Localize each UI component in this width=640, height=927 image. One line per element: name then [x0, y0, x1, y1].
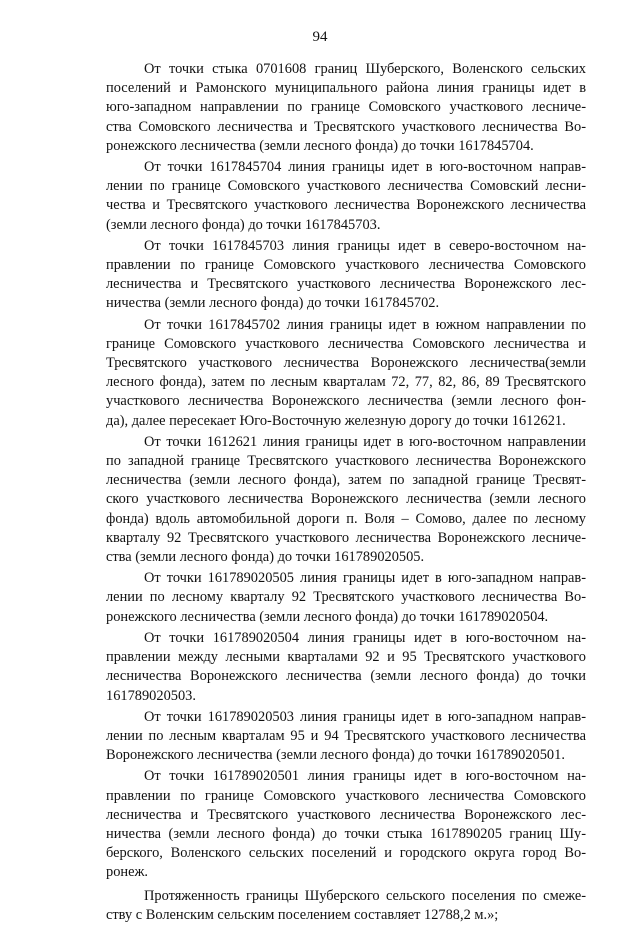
text-line: берского, Воленского сельских поселений и городского округа город Во-	[106, 845, 586, 862]
text-line: лении по лесным кварталам 95 и 94 Тресвятского участкового лесничества	[106, 727, 586, 744]
text-line: правлении по границе Сомовского участкового лесничества Сомовского	[106, 257, 586, 274]
text-line: по западной границе Тресвятского участкового лесничества Воронежского	[106, 453, 586, 470]
text-line: От точки 1612621 линия границы идет в юго-восточном направлении	[144, 433, 586, 450]
text-line: (земли лесного фонда) до точки 1617845703.	[106, 216, 381, 233]
text-line: Воронежского лесничества (земли лесного фонда) до точки 161789020501.	[106, 747, 565, 764]
text-line: поселений и Рамонского муниципального района линия границы идет в	[106, 80, 586, 97]
text-line: лесничества (земли лесного фонда), затем по западной границе Тресвят-	[106, 472, 586, 489]
text-line: лесничества и Тресвятского участкового лесничества Воронежского лес-	[106, 806, 586, 823]
text-line: лесного фонда), затем по лесным кварталам 72, 77, 82, 86, 89 Тресвятского	[106, 374, 586, 391]
text-line: лесничества Воронежского лесничества (земли лесного фонда) до точки	[106, 668, 586, 685]
text-line: От точки 161789020505 линия границы идет в юго-западном направ-	[144, 570, 586, 587]
text-line: От точки 161789020501 линия границы идет в юго-восточном на-	[144, 768, 586, 785]
text-line: ства Сомовского лесничества и Тресвятского участкового лесничества Во-	[106, 118, 586, 135]
text-line: ничества (земли лесного фонда) до точки 1617845702.	[106, 295, 440, 312]
text-line: лесничества и Тресвятского участкового лесничества Воронежского лес-	[106, 276, 586, 293]
text-line: От точки 1617845703 линия границы идет в северо-восточном на-	[144, 237, 586, 254]
paragraph	[106, 887, 586, 925]
paragraph	[106, 629, 586, 706]
text-line: От точки 161789020504 линия границы идет в юго-восточном на-	[144, 629, 586, 646]
paragraph	[106, 708, 586, 766]
text-line: От точки 161789020503 линия границы идет в юго-западном направ-	[144, 708, 586, 725]
text-line: ничества (земли лесного фонда) до точки стыка 1617890205 границ Шу-	[106, 825, 586, 842]
text-line: ству с Воленским сельским поселением составляет 12788,2 м.»;	[106, 906, 499, 923]
text-line: кварталу 92 Тресвятского участкового лесничества Воронежского лесниче-	[106, 529, 586, 546]
document-body	[106, 60, 586, 927]
text-line: границе Сомовского участкового лесничества Сомовского лесничества и	[106, 335, 586, 352]
text-line: да), далее пересекает Юго-Восточную железную дорогу до точки 1612621.	[106, 412, 566, 429]
text-line: ского участкового лесничества Воронежского лесничества (земли лесного	[106, 491, 586, 508]
text-line: От точки стыка 0701608 границ Шуберского, Воленского сельских	[144, 61, 586, 77]
text-line: лении по границе Сомовского участкового лесничества Сомовский лесни-	[106, 178, 586, 195]
text-line: лении по лесному кварталу 92 Тресвятского участкового лесничества Во-	[106, 589, 586, 606]
text-line: ства (земли лесного фонда) до точки 161789020505.	[106, 549, 425, 566]
text-line: От точки 1617845702 линия границы идет в южном направлении по	[144, 316, 586, 333]
paragraph	[106, 569, 586, 627]
text-line: Протяженность границы Шуберского сельского поселения по смеже-	[144, 887, 586, 904]
text-line: ронежского лесничества (земли лесного фонда) до точки 161789020504.	[106, 608, 549, 625]
paragraph	[106, 767, 586, 882]
paragraph	[106, 158, 586, 235]
text-line: чества и Тресвятского участкового лесничества Воронежского лесничества	[106, 197, 586, 214]
text-line: От точки 1617845704 линия границы идет в юго-восточном направ-	[144, 159, 586, 176]
text-line: юго-западном направлении по границе Сомовского участкового лесниче-	[106, 99, 586, 116]
page-number: 94	[312, 29, 328, 45]
paragraph	[106, 60, 586, 156]
text-line: ронежского лесничества (земли лесного фонда) до точки 1617845704.	[106, 137, 534, 154]
text-line: Тресвятского участкового лесничества Воронежского лесничества(земли	[106, 355, 586, 372]
text-line: 161789020503.	[106, 687, 196, 704]
paragraph	[106, 316, 586, 431]
text-line: участкового лесничества Воронежского лесничества (земли лесного фон-	[106, 393, 586, 410]
text-line: ронеж.	[106, 864, 149, 881]
paragraph	[106, 433, 586, 567]
text-line: правлении по границе Сомовского участкового лесничества Сомовского	[106, 787, 586, 804]
text-line: правлении между лесными кварталами 92 и 95 Тресвятского участкового	[106, 649, 586, 666]
paragraph	[106, 237, 586, 314]
text-line: фонда) вдоль автомобильной дороги п. Воля – Сомово, далее по лесному	[106, 510, 586, 527]
